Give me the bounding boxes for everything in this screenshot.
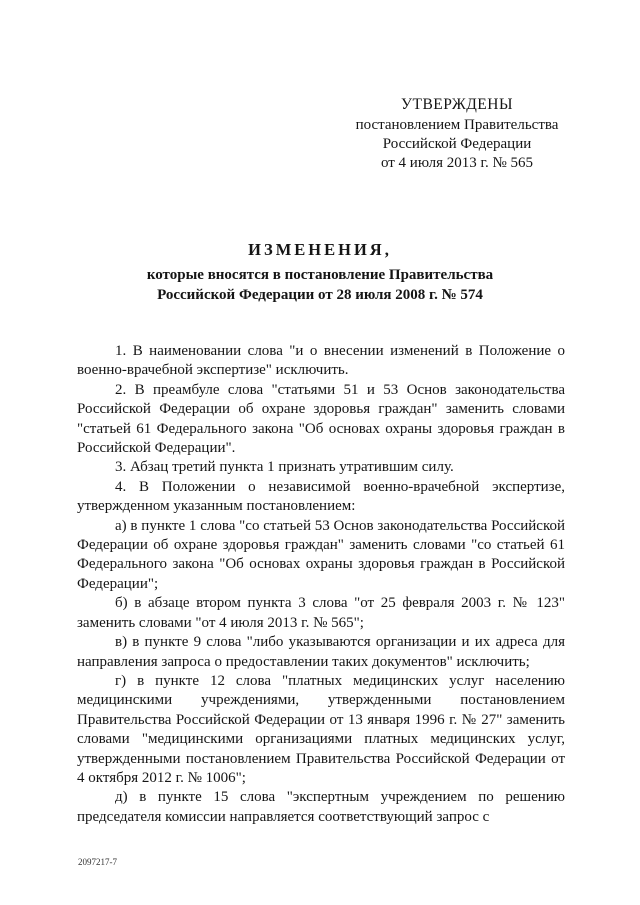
document-code: 2097217-7 <box>78 857 117 867</box>
paragraph-1: 1. В наименовании слова "и о внесении изменений в Положение о военно-врачебной экспертизе" исключить. <box>77 343 565 379</box>
subtitle-line-1: которые вносятся в постановление Правительства <box>146 267 494 283</box>
approval-line-2: Российской Федерации <box>382 136 532 152</box>
approval-heading: УТВЕРЖДЕНЫ <box>401 96 513 113</box>
approval-line-1: постановлением Правительства <box>355 117 559 133</box>
document-title: ИЗМЕНЕНИЯ, <box>248 240 392 259</box>
paragraph-4c: в) в пункте 9 слова "либо указываются организации и их адреса для направления запроса о предоставлении таких документов" исключить; <box>77 634 565 670</box>
approval-line-3: от 4 июля 2013 г. № 565 <box>380 155 534 171</box>
paragraph-4a: а) в пункте 1 слова "со статьей 53 Основ законодательства Российской Федерации об охране здоровья граждан" заменить словами "со статьей 61 Федерального закона "Об основах охраны здоровья граждан в Российской Федерации"; <box>77 517 565 592</box>
subtitle-line-2: Российской Федерации от 28 июля 2008 г. № 574 <box>157 287 483 303</box>
document-subtitle <box>60 265 580 305</box>
paragraph-2: 2. В преамбуле слова "статьями 51 и 53 Основ законодательства Российской Федерации об охране здоровья граждан" заменить словами "статьей 61 Федерального закона "Об основах охраны здоровья граждан в Российской Федерации". <box>77 381 565 457</box>
paragraph-4d: г) в пункте 12 слова "платных медицинских услуг населению медицинскими учреждениями, утвержденными постановлением Правительства Российской Федерации от 13 января 1996 г. № 27" заменить словами "медицинскими организациями платных медицинских услуг, утвержденными постановлением Правительства Российской Федерации от 4 октября 2012 г. № 1006"; <box>77 672 565 786</box>
document-body <box>77 342 565 827</box>
paragraph-4: 4. В Положении о независимой военно-врачебной экспертизе, утвержденном указанным постановлением: <box>77 478 565 515</box>
approval-stamp <box>352 95 562 173</box>
paragraph-3: 3. Абзац третий пункта 1 признать утратившим силу. <box>115 459 454 476</box>
paragraph-4e: д) в пункте 15 слова "экспертным учреждением по решению председателя комиссии направляется соответствующий запрос с <box>77 789 565 825</box>
paragraph-4b: б) в абзаце втором пункта 3 слова "от 25 февраля 2003 г. № 123" заменить словами "от 4 июля 2013 г. № 565"; <box>77 595 565 631</box>
